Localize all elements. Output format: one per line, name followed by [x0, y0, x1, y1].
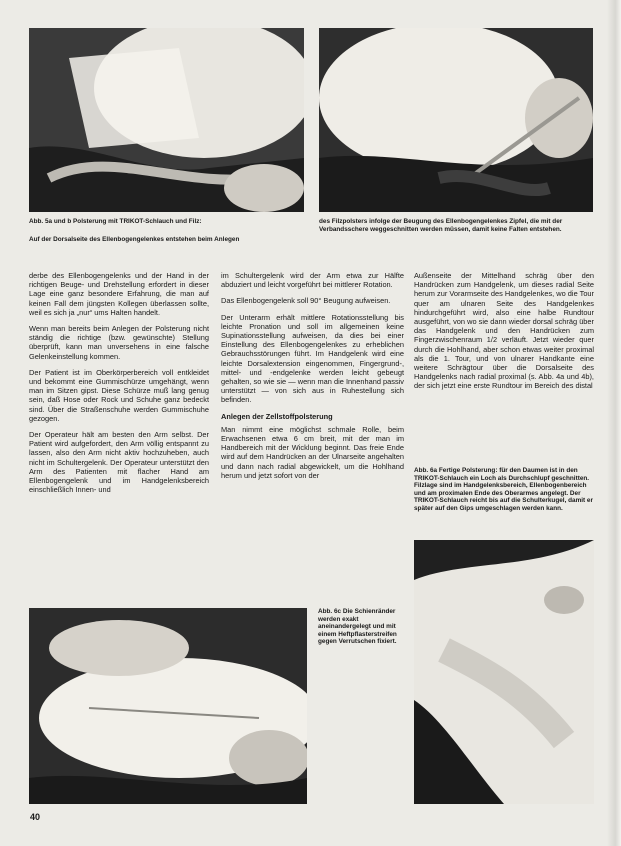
text-column-2 — [221, 271, 404, 487]
text-column-1 — [29, 271, 209, 501]
photo-fig5b — [319, 28, 593, 212]
photo-fig6c — [29, 608, 307, 804]
page-number: 40 — [30, 812, 41, 822]
paragraph: Der Patient ist im Oberkörperbereich voll entkleidet und bekommt eine Gummischürze umgehängt, wenn man im Sitzen gipst. Diese Schürze muß lang genug sein, daß Hose oder Rock und Schuhe ganz bedeckt sind. Über die Straßenschuhe werden Gummischuhe gezogen. — [29, 367, 209, 423]
caption-fig6a: Abb. 6a Fertige Polsterung: für den Daumen ist in den TRIKOT-Schlauch ein Loch als Durchschlupf geschnitten. Filzlage sind im Handgelenksbereich, Ellenbogenbereich und am proximalen Ende des Oberarmes angelegt. Der TRIKOT-Schlauch reicht bis auf die Schulterkugel, damit er später auf den Gips umgeschlagen werden kann. — [414, 467, 593, 512]
paragraph: Man nimmt eine möglichst schmale Rolle, beim Erwachsenen etwa 6 cm breit, mit der man im Handbereich mit der Wicklung beginnt. Das freie Ende wird auf dem Handrücken an der Ulnarseite angehalten und dann nach radial abgewickelt, um die Hohlhand herum und jetzt sofort von der — [221, 424, 404, 480]
photo-fig5a — [29, 28, 304, 212]
paragraph: Wenn man bereits beim Anlegen der Polsterung nicht ständig die richtige (bzw. gewünschte) Stellung überprüft, kann man unversehens in eine falsche Gelenkeinstellung kommen. — [29, 324, 209, 361]
paragraph: Der Operateur hält am besten den Arm selbst. Der Patient wird aufgefordert, den Arm völlig entspannt zu lassen, also den Arm nicht aktiv hochzuheben, auch nicht im Schultergelenk. Der Operateur unterstützt den Arm des Patienten mit flacher Hand am Ellenbogengelenk und im Handgelenksbereich einschließlich Innen- und — [29, 430, 209, 495]
paragraph: derbe des Ellenbogengelenks und der Hand in der richtigen Beuge- und Drehstellung erfordert in dieser Lage eine ganz besondere Erfahrung, die man auf keinen Fall dem jüngsten Kollegen überlassen sollte, weil es sich ja „nur“ ums Halten handelt. — [29, 271, 209, 317]
caption-fig5ab-line2: Auf der Dorsalseite des Ellenbogengelenkes entstehen beim Anlegen — [29, 236, 240, 243]
page-edge — [607, 0, 621, 846]
caption-fig6c: Abb. 6c Die Schienränder werden exakt aneinandergelegt und mit einem Heftpflasterstreifen gegen Verrutschen fixiert. — [318, 608, 397, 646]
paragraph: Das Ellenbogengelenk soll 90° Beugung aufweisen. — [221, 296, 391, 306]
caption-fig5ab-line1: Abb. 5a und b Polsterung mit TRIKOT-Schlauch und Filz: — [29, 218, 202, 225]
text-column-3 — [414, 271, 594, 398]
paragraph: Der Unterarm erhält mittlere Rotationsstellung bis leichte Pronation und soll im allgemeinen keine Supinationsstellung aufweisen, da dies bei einer Einstellung des Ellenbogengelenkes zu erheblichen Gebrauchsstörungen führt. Im Handgelenk wird eine leichte Dorsalextension eingenommen, Fingergrund-, mittel- und -endgelenke werden leicht gebeugt gehalten, so wie sie — wenn man die Innenhand passiv unterstützt — von sich aus in Ruhestellung sich befinden. — [221, 312, 404, 405]
caption-fig5ab-right: des Filzpolsters infolge der Beugung des Ellenbogengelenkes Zipfel, die mit der Verbandsschere weggeschnitten werden müssen, damit keine Falten entstehen. — [319, 218, 563, 233]
section-heading: Anlegen der Zellstoffpolsterung — [221, 411, 333, 421]
paragraph: im Schultergelenk wird der Arm etwa zur Hälfte abduziert und leicht vorgeführt bei mittlerer Rotation. — [221, 271, 404, 290]
paragraph: Außenseite der Mittelhand schräg über den Handrücken zum Handgelenk, um dieses radial Seite herum zur Vorarmseite des Handgelenkes, wo die Tour quer am ulnaren Seite des Handgelenkes hindurchgeführt wird, also eine halbe Rundtour ausgeführt, von wo sie dann wieder dorsal schräg über das Handgelenk und den Handrücken zum Fingerzwischenraum 1/2 verläuft. Jetzt wieder quer durch die Hohlhand, aber schon etwas weiter proximal als die 1. Tour, und von ulnarer Handkante eine weitere Schrägtour über die Dorsalseite des Handgelenks nach radial proximal (s. Abb. 4a und 4b), der sich jetzt eine erste Rundtour im Bereich des distal — [414, 271, 594, 391]
photo-fig6a — [414, 540, 594, 804]
